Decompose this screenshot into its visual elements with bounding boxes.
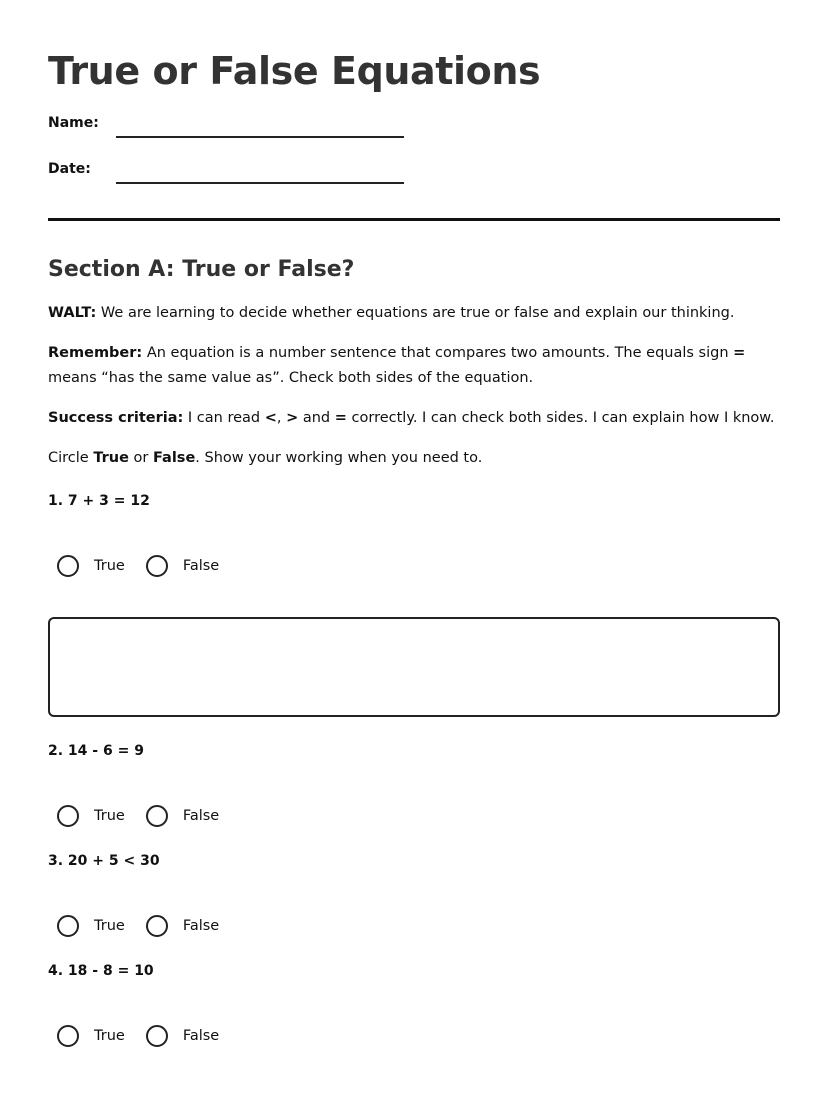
remember-label: Remember: xyxy=(48,345,143,361)
radio-circle-icon[interactable] xyxy=(57,805,79,827)
false-label: False xyxy=(182,558,220,574)
question-4-true-option[interactable] xyxy=(57,1025,125,1047)
instruction-or: or xyxy=(128,450,153,466)
working-box[interactable] xyxy=(48,617,780,717)
success-and: and xyxy=(298,410,335,426)
remember-equals-sign: = xyxy=(733,345,746,361)
page-title: True or False Equations xyxy=(48,49,541,93)
success-label: Success criteria: xyxy=(48,410,184,426)
false-label: False xyxy=(182,1028,220,1044)
false-label: False xyxy=(182,918,220,934)
walt-paragraph xyxy=(48,301,780,326)
question-1: 1. 7 + 3 = 12 xyxy=(48,493,150,509)
radio-circle-icon[interactable] xyxy=(146,915,168,937)
question-2-false-option[interactable] xyxy=(146,805,219,827)
instruction-paragraph xyxy=(48,446,780,471)
question-2: 2. 14 - 6 = 9 xyxy=(48,743,144,759)
radio-circle-icon[interactable] xyxy=(146,555,168,577)
success-comma: , xyxy=(276,410,287,426)
date-field-row xyxy=(48,162,780,184)
question-1-options xyxy=(57,553,780,579)
success-text-2: correctly. I can check both sides. I can explain how I know. xyxy=(346,410,775,426)
instruction-text-1: Circle xyxy=(48,450,94,466)
remember-text-1: An equation is a number sentence that compares two amounts. The equals sign xyxy=(142,345,734,361)
question-3: 3. 20 + 5 < 30 xyxy=(48,853,160,869)
instruction-true: True xyxy=(93,450,129,466)
name-input-line[interactable] xyxy=(116,136,404,138)
header-divider xyxy=(48,218,780,221)
question-3-options xyxy=(57,913,780,939)
name-field-row xyxy=(48,116,780,138)
question-1-false-option[interactable] xyxy=(146,555,219,577)
question-2-true-option[interactable] xyxy=(57,805,125,827)
section-title: Section A: True or False? xyxy=(48,257,355,282)
question-4: 4. 18 - 8 = 10 xyxy=(48,963,154,979)
date-label: Date: xyxy=(48,161,91,177)
question-3-true-option[interactable] xyxy=(57,915,125,937)
walt-label: WALT: xyxy=(48,305,97,321)
question-1-true-option[interactable] xyxy=(57,555,125,577)
true-label: True xyxy=(94,808,125,824)
instruction-text-2: . Show your working when you need to. xyxy=(195,450,483,466)
radio-circle-icon[interactable] xyxy=(57,1025,79,1047)
radio-circle-icon[interactable] xyxy=(57,915,79,937)
radio-circle-icon[interactable] xyxy=(146,805,168,827)
success-greater-than: > xyxy=(286,410,299,426)
success-text-1: I can read xyxy=(183,410,265,426)
remember-text-2: means “has the same value as”. Check both sides of the equation. xyxy=(48,370,534,386)
true-label: True xyxy=(94,918,125,934)
walt-text: We are learning to decide whether equations are true or false and explain our thinking. xyxy=(96,305,735,321)
success-equals: = xyxy=(334,410,347,426)
success-criteria-paragraph xyxy=(48,406,780,431)
question-4-options xyxy=(57,1023,780,1049)
question-4-false-option[interactable] xyxy=(146,1025,219,1047)
name-label: Name: xyxy=(48,115,99,131)
success-less-than: < xyxy=(264,410,277,426)
question-2-options xyxy=(57,803,780,829)
radio-circle-icon[interactable] xyxy=(57,555,79,577)
false-label: False xyxy=(182,808,220,824)
question-3-false-option[interactable] xyxy=(146,915,219,937)
remember-paragraph xyxy=(48,341,780,391)
true-label: True xyxy=(94,1028,125,1044)
true-label: True xyxy=(94,558,125,574)
date-input-line[interactable] xyxy=(116,182,404,184)
radio-circle-icon[interactable] xyxy=(146,1025,168,1047)
instruction-false: False xyxy=(153,450,196,466)
